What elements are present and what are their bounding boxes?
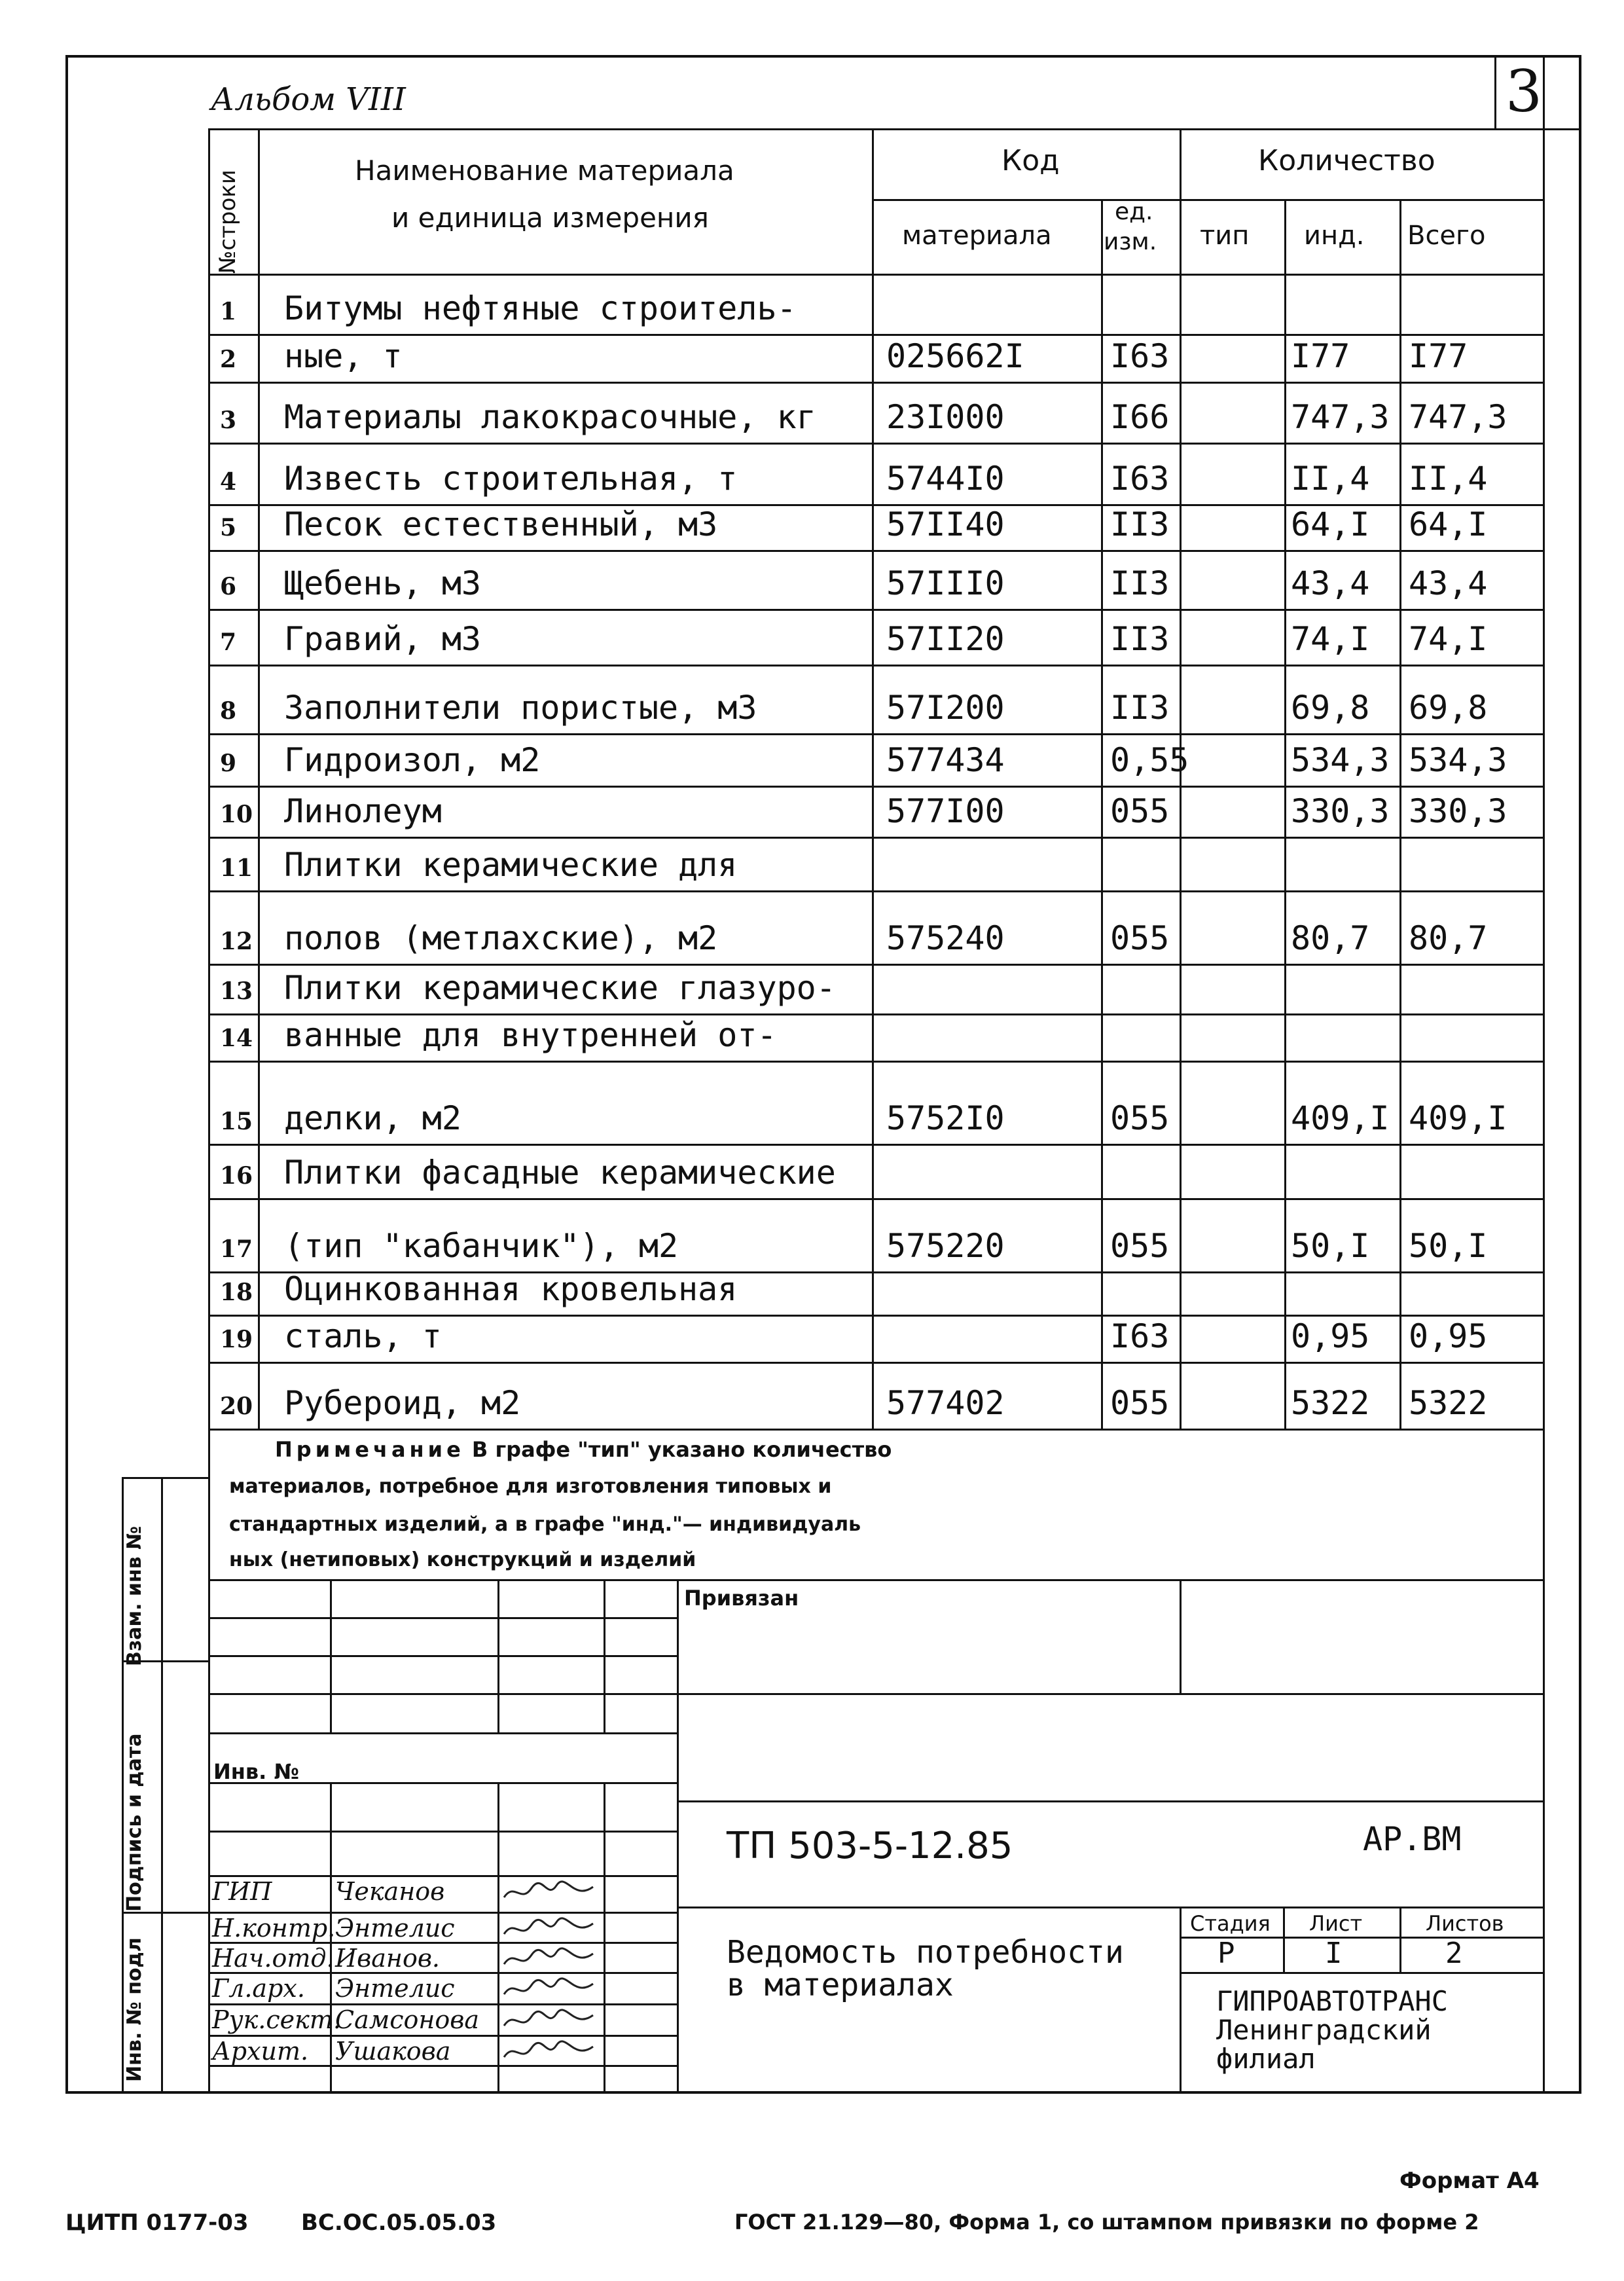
- stamp-name: Энтелис: [335, 1974, 455, 2003]
- stamp-role: Гл.арх.: [212, 1974, 305, 2003]
- footer-left1: ЦИТП 0177-03: [65, 2210, 249, 2236]
- row-number: 6: [220, 573, 237, 600]
- row-number: 17: [220, 1235, 253, 1263]
- row-total: 330,3: [1409, 792, 1507, 830]
- row-unit: II3: [1110, 620, 1170, 658]
- stamp-role: Н.контр.: [212, 1914, 336, 1943]
- row-code: 575220: [886, 1227, 1005, 1265]
- row-unit: I63: [1110, 1317, 1170, 1355]
- header-row-no: №строки: [215, 170, 241, 274]
- stamp-org-line1: ГИПРОАВТОТРАНС: [1216, 1985, 1449, 2017]
- row-name: Заполнители пористые, м3: [284, 689, 757, 727]
- row-code: 025662I: [886, 337, 1024, 375]
- row-number: 2: [220, 346, 237, 373]
- row-unit: I63: [1110, 337, 1170, 375]
- signature-mark: [501, 2006, 600, 2035]
- row-code: 577402: [886, 1384, 1005, 1422]
- header-q-type: тип: [1200, 221, 1250, 251]
- stamp-sheet-label: Лист: [1309, 1911, 1363, 1936]
- row-total: 64,I: [1409, 505, 1488, 543]
- row-total: 5322: [1409, 1384, 1488, 1422]
- row-unit: II3: [1110, 689, 1170, 727]
- row-number: 7: [220, 629, 237, 656]
- row-number: 8: [220, 697, 237, 725]
- row-name: ные, т: [284, 337, 403, 375]
- row-unit: 055: [1110, 919, 1170, 957]
- row-name: Битумы нефтяные строитель-: [284, 289, 797, 327]
- row-number: 15: [220, 1108, 253, 1135]
- stamp-inv-no: Инв. №: [213, 1759, 299, 1784]
- row-total: 74,I: [1409, 620, 1488, 658]
- stamp-role: Архит.: [212, 2037, 309, 2066]
- stamp-privyazan: Привязан: [684, 1586, 799, 1611]
- row-total: 43,4: [1409, 564, 1488, 602]
- row-unit: II3: [1110, 505, 1170, 543]
- row-name: делки, м2: [284, 1099, 461, 1137]
- row-name: Песок естественный, м3: [284, 505, 718, 543]
- row-total: 747,3: [1409, 398, 1507, 436]
- header-code: Код: [1001, 144, 1060, 177]
- row-unit: 055: [1110, 792, 1170, 830]
- note-line2: материалов, потребное для изготовления типовых и: [229, 1475, 832, 1498]
- side-vzam-label: Взам. инв №: [123, 1525, 146, 1666]
- row-unit: 0,55: [1110, 741, 1189, 779]
- album-label: Альбом VIII: [211, 81, 406, 118]
- row-ind: 69,8: [1291, 689, 1370, 727]
- header-name-line2: и единица измерения: [391, 202, 709, 234]
- stamp-stage-value: Р: [1218, 1937, 1235, 1970]
- row-code: 575240: [886, 919, 1005, 957]
- side-inv-podl-label: Инв. № подл: [123, 1937, 146, 2082]
- row-number: 18: [220, 1279, 253, 1306]
- row-unit: II3: [1110, 564, 1170, 602]
- row-ind: 747,3: [1291, 398, 1390, 436]
- row-number: 9: [220, 750, 237, 777]
- stamp-role: Нач.отд.: [212, 1944, 334, 1973]
- row-number: 20: [220, 1393, 253, 1420]
- row-ind: 534,3: [1291, 741, 1390, 779]
- row-name: полов (метлахские), м2: [284, 919, 718, 957]
- row-number: 10: [220, 801, 253, 828]
- row-code: 577434: [886, 741, 1005, 779]
- row-code: 57II40: [886, 505, 1005, 543]
- row-number: 4: [220, 468, 237, 496]
- row-name: сталь, т: [284, 1317, 442, 1355]
- stamp-name: Чеканов: [335, 1877, 445, 1906]
- row-number: 12: [220, 928, 253, 955]
- stamp-role: ГИП: [212, 1877, 272, 1906]
- row-number: 3: [220, 407, 237, 434]
- row-name: ванные для внутренней от-: [284, 1016, 777, 1054]
- row-name: Линолеум: [284, 792, 442, 830]
- row-code: 5752I0: [886, 1099, 1005, 1137]
- row-number: 16: [220, 1162, 253, 1190]
- row-unit: 055: [1110, 1227, 1170, 1265]
- row-name: Известь строительная, т: [284, 460, 738, 498]
- stamp-sheet-value: I: [1325, 1937, 1343, 1970]
- row-ind: 80,7: [1291, 919, 1370, 957]
- stamp-sheets-value: 2: [1445, 1937, 1463, 1970]
- header-code-material: материала: [902, 221, 1052, 251]
- row-number: 14: [220, 1025, 253, 1052]
- stamp-name: Ушакова: [335, 2037, 451, 2066]
- footer-left2: ВС.ОС.05.05.03: [301, 2210, 497, 2236]
- row-name: Оцинкованная кровельная: [284, 1270, 738, 1308]
- row-code: 23I000: [886, 398, 1005, 436]
- stamp-stage-label: Стадия: [1190, 1911, 1271, 1936]
- row-unit: 055: [1110, 1099, 1170, 1137]
- note-line4: ных (нетиповых) конструкций и изделий: [229, 1548, 696, 1571]
- side-podpis-label: Подпись и дата: [123, 1733, 146, 1912]
- row-total: 534,3: [1409, 741, 1507, 779]
- row-ind: 64,I: [1291, 505, 1370, 543]
- row-name: (тип "кабанчик"), м2: [284, 1227, 679, 1265]
- row-ind: 50,I: [1291, 1227, 1370, 1265]
- row-number: 1: [220, 298, 237, 325]
- row-number: 11: [220, 854, 253, 882]
- row-unit: I66: [1110, 398, 1170, 436]
- stamp-org-line3: филиал: [1216, 2043, 1316, 2075]
- row-code: 57II20: [886, 620, 1005, 658]
- stamp-title-line1: Ведомость потребности: [727, 1934, 1124, 1971]
- row-total: 0,95: [1409, 1317, 1488, 1355]
- row-total: 69,8: [1409, 689, 1488, 727]
- stamp-sheets-label: Листов: [1426, 1911, 1504, 1936]
- row-name: Рубероид, м2: [284, 1384, 521, 1422]
- row-ind: I77: [1291, 337, 1350, 375]
- row-total: II,4: [1409, 460, 1488, 498]
- row-name: Плитки керамические для: [284, 846, 738, 884]
- note-line1: Примечание В графе "тип" указано количество: [275, 1437, 892, 1462]
- row-number: 13: [220, 977, 253, 1005]
- stamp-name: Энтелис: [335, 1914, 455, 1943]
- row-ind: 74,I: [1291, 620, 1370, 658]
- row-ind: 0,95: [1291, 1317, 1370, 1355]
- stamp-title-line2: в материалах: [727, 1967, 954, 2003]
- signature-mark: [501, 1975, 600, 2003]
- row-name: Материалы лакокрасочные, кг: [284, 398, 816, 436]
- row-number: 19: [220, 1326, 253, 1353]
- row-name: Плитки фасадные керамические: [284, 1154, 836, 1192]
- header-unit-line1: ед.: [1115, 198, 1153, 225]
- header-unit-line2: изм.: [1104, 228, 1157, 255]
- row-ind: 330,3: [1291, 792, 1390, 830]
- stamp-name: Иванов.: [335, 1944, 441, 1973]
- row-total: 80,7: [1409, 919, 1488, 957]
- row-code: 57III0: [886, 564, 1005, 602]
- row-total: I77: [1409, 337, 1468, 375]
- row-code: 577I00: [886, 792, 1005, 830]
- signature-mark: [501, 1878, 600, 1907]
- row-ind: II,4: [1291, 460, 1370, 498]
- row-total: 50,I: [1409, 1227, 1488, 1265]
- row-ind: 5322: [1291, 1384, 1370, 1422]
- row-total: 409,I: [1409, 1099, 1507, 1137]
- stamp-org-line2: Ленинградский: [1216, 2014, 1432, 2046]
- row-name: Гравий, м3: [284, 620, 482, 658]
- footer-format: Формат А4: [1399, 2168, 1540, 2194]
- row-code: 57I200: [886, 689, 1005, 727]
- header-name-line1: Наименование материала: [355, 155, 734, 187]
- footer-right: ГОСТ 21.129—80, Форма 1, со штампом привязки по форме 2: [734, 2210, 1479, 2235]
- stamp-doc-suffix: АР.ВМ: [1363, 1820, 1462, 1858]
- row-ind: 43,4: [1291, 564, 1370, 602]
- row-name: Плитки керамические глазуро-: [284, 969, 836, 1007]
- signature-mark: [501, 2037, 600, 2066]
- stamp-role: Рук.сект.: [212, 2005, 341, 2034]
- row-number: 5: [220, 514, 237, 541]
- row-name: Щебень, м3: [284, 564, 482, 602]
- signature-mark: [501, 1914, 600, 1943]
- stamp-name: Самсонова: [335, 2005, 480, 2034]
- stamp-doc-code: ТП 503-5-12.85: [727, 1825, 1013, 1867]
- sheet-corner-number: 3: [1506, 58, 1542, 125]
- row-ind: 409,I: [1291, 1099, 1390, 1137]
- row-name: Гидроизол, м2: [284, 741, 541, 779]
- header-q-total: Всего: [1407, 221, 1486, 251]
- header-q-ind: инд.: [1304, 221, 1365, 251]
- header-quantity: Количество: [1258, 144, 1435, 177]
- row-unit: 055: [1110, 1384, 1170, 1422]
- signature-mark: [501, 1944, 600, 1973]
- row-unit: I63: [1110, 460, 1170, 498]
- note-line3: стандартных изделий, а в графе "инд."— индивидуаль: [229, 1513, 861, 1536]
- row-code: 5744I0: [886, 460, 1005, 498]
